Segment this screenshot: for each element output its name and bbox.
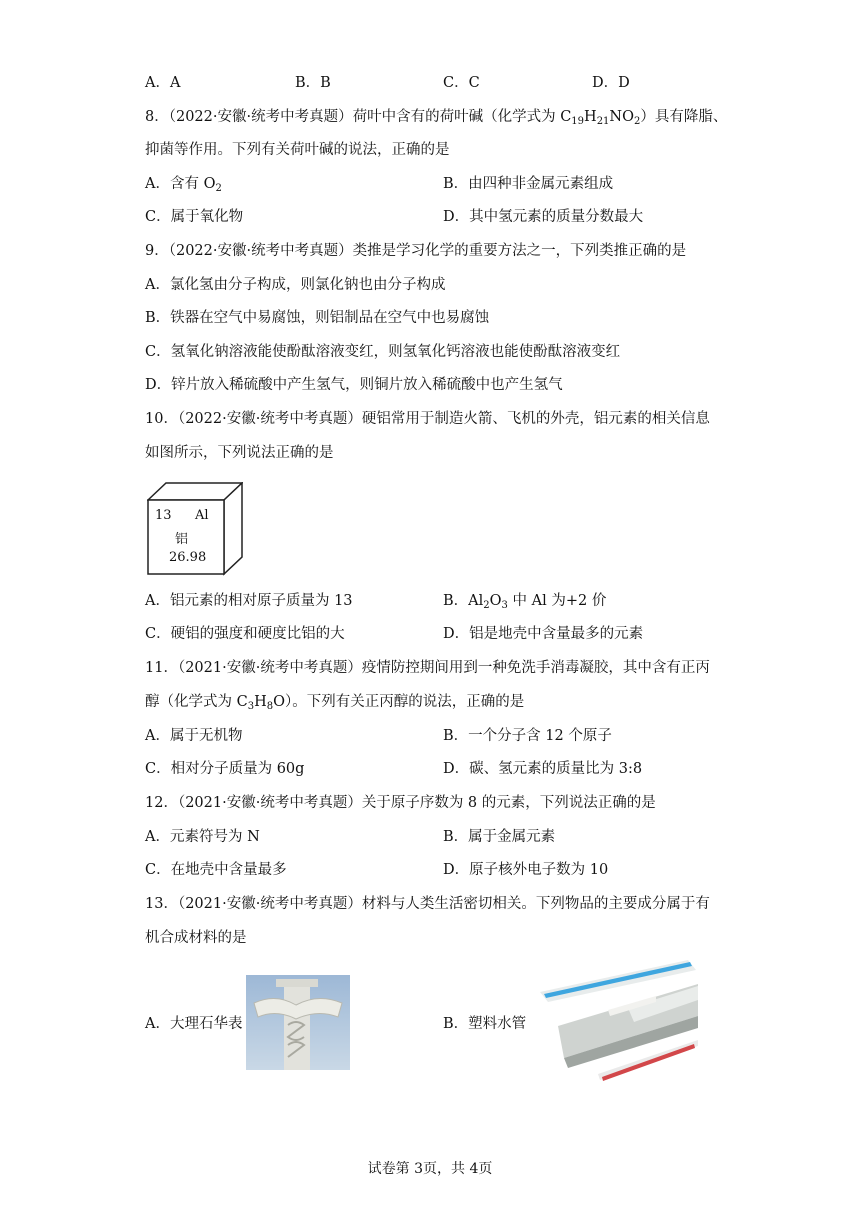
q7-option-d: D．D: [592, 75, 630, 91]
q11-stem-line2: 醇（化学式为 $C_3H_8O$）。下列有关正丙醇的说法，正确的是: [145, 694, 525, 712]
q11-stem-line1: 11．（2021·安徽·统考中考真题）疫情防控期间用到一种免洗手消毒凝胶，其中含有正丙: [145, 660, 710, 676]
q12-stem: 12．（2021·安徽·统考中考真题）关于原子序数为 8 的元素，下列说法正确的是: [145, 795, 656, 811]
q13-stem-line1: 13．（2021·安徽·统考中考真题）材料与人类生活密切相关。下列物品的主要成分属于有: [145, 896, 710, 912]
q12-option-a: A．元素符号为 N: [145, 829, 260, 845]
element-atomic-number: 13: [155, 508, 172, 523]
q11-option-d: D．碳、氢元素的质量比为 3:8: [443, 761, 643, 777]
element-atomic-mass: 26.98: [169, 550, 207, 565]
q7-option-c: C．C: [443, 75, 480, 91]
q11-option-a: A．属于无机物: [145, 728, 243, 744]
q7-option-a: A．A: [145, 75, 181, 91]
q9-option-b: B．铁器在空气中易腐蚀，则铝制品在空气中也易腐蚀: [145, 310, 490, 326]
q12-option-c: C．在地壳中含量最多: [145, 862, 287, 878]
q13-stem-line2: 机合成材料的是: [145, 930, 247, 946]
q8-option-b: B．由四种非金属元素组成: [443, 176, 614, 192]
q8-stem-line1: 8．（2022·安徽·统考中考真题）荷叶中含有的荷叶碱（化学式为 $C_{19}H_{21}NO_2$）具有降脂、: [145, 109, 728, 127]
marble-column-image: [246, 975, 350, 1070]
q9-option-c: C．氢氧化钠溶液能使酚酞溶液变红，则氢氧化钙溶液也能使酚酞溶液变红: [145, 344, 621, 360]
q8-option-c: C．属于氧化物: [145, 209, 244, 225]
q10-option-d: D．铝是地壳中含量最多的元素: [443, 626, 644, 642]
q13-option-a: A．大理石华表: [145, 1016, 243, 1032]
q13-option-b: B．塑料水管: [443, 1016, 527, 1032]
q11-option-b: B．一个分子含 12 个原子: [443, 728, 612, 744]
element-name: 铝: [175, 532, 189, 547]
q9-option-d: D．锌片放入稀硫酸中产生氢气，则铜片放入稀硫酸中也产生氢气: [145, 377, 563, 393]
element-symbol: Al: [195, 508, 209, 523]
q11-option-c: C．相对分子质量为 60g: [145, 761, 305, 777]
q8-option-d: D．其中氢元素的质量分数最大: [443, 209, 644, 225]
q10-option-c: C．硬铝的强度和硬度比铝的大: [145, 626, 345, 642]
aluminum-element-card: [147, 482, 243, 576]
q10-stem-line2: 如图所示，下列说法正确的是: [145, 445, 334, 461]
q12-option-d: D．原子核外电子数为 10: [443, 862, 609, 878]
q10-option-b: B．$Al_2O_3$ 中 Al 为+2 价: [443, 593, 607, 611]
q10-option-a: A．铝元素的相对原子质量为 13: [145, 593, 353, 609]
q7-option-b: B．B: [295, 75, 331, 91]
q8-option-a: A．含有 $O_2$: [145, 176, 222, 194]
q12-option-b: B．属于金属元素: [443, 829, 556, 845]
page-footer: 试卷第 3页，共 4页: [367, 1161, 493, 1177]
plastic-pipe-image: [538, 956, 698, 1088]
q8-stem-line2: 抑菌等作用。下列有关荷叶碱的说法，正确的是: [145, 142, 450, 158]
q9-option-a: A．氯化氢由分子构成，则氯化钠也由分子构成: [145, 277, 446, 293]
q9-stem: 9．（2022·安徽·统考中考真题）类推是学习化学的重要方法之一，下列类推正确的是: [145, 243, 687, 259]
q10-stem-line1: 10．（2022·安徽·统考中考真题）硬铝常用于制造火箭、飞机的外壳，铝元素的相关信息: [145, 411, 710, 427]
